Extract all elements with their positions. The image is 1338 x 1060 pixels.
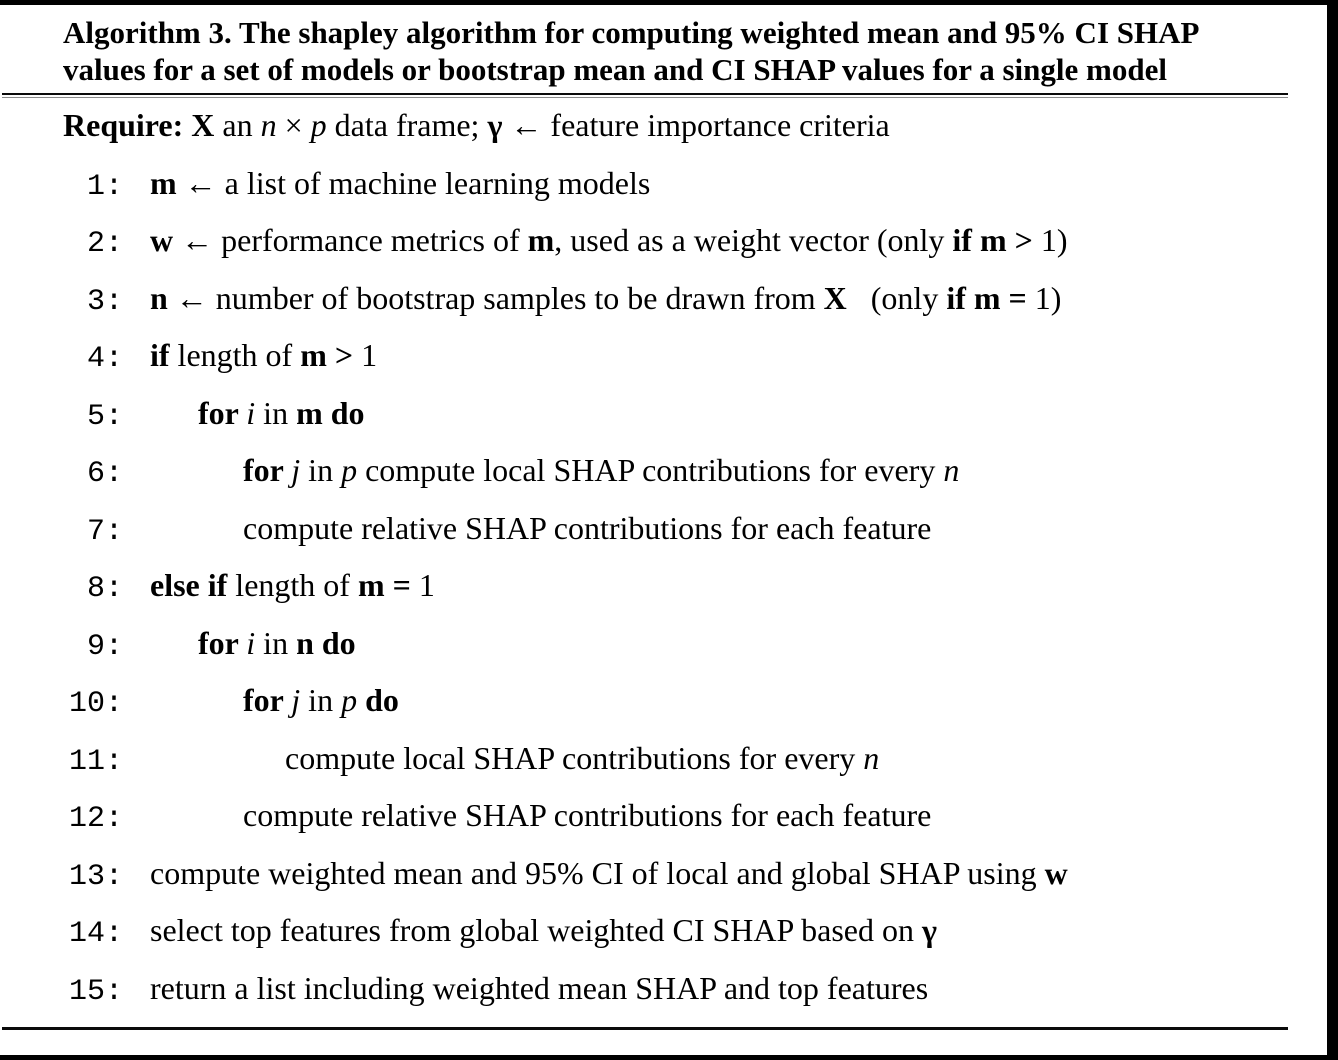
title-divider-rule <box>2 93 1288 95</box>
algo-line-12 <box>40 787 1300 845</box>
line-text: compute relative SHAP contributions for each feature <box>243 797 932 833</box>
algo-require-line <box>40 97 1300 155</box>
algorithm-title <box>63 14 1303 88</box>
scan-edge-right <box>1327 0 1338 1060</box>
line-text: compute local SHAP contributions for every n <box>285 739 880 776</box>
scan-edge-bottom <box>0 1055 1338 1060</box>
line-number: 5: <box>86 399 123 434</box>
line-number: 12: <box>68 802 123 836</box>
line-text: n ← number of bootstrap samples to be drawn from X (only if m = 1) <box>150 279 1062 316</box>
algo-line-9 <box>40 615 1300 673</box>
line-number: 15: <box>68 974 123 1009</box>
algo-line-10 <box>40 672 1300 730</box>
line-number: 3: <box>86 284 123 319</box>
line-text: for i in n do <box>198 624 356 661</box>
line-text: select top features from global weighted CI SHAP based on γ <box>150 912 937 948</box>
line-text: else if length of m = 1 <box>150 567 435 603</box>
algo-line-4 <box>40 327 1300 385</box>
line-text: compute relative SHAP contributions for each feature <box>243 509 932 546</box>
algorithm-body <box>40 97 1300 1017</box>
line-text: compute weighted mean and 95% CI of local and global SHAP using w <box>150 854 1068 891</box>
algo-line-1 <box>40 155 1300 213</box>
line-number: 10: <box>68 687 123 721</box>
line-text: if length of m > 1 <box>150 337 378 373</box>
line-text: for i in m do <box>198 394 365 431</box>
algo-line-8 <box>40 557 1300 615</box>
algo-line-11 <box>40 730 1300 788</box>
algo-line-6 <box>40 442 1300 500</box>
algorithm-title-line-2: values for a set of models or bootstrap mean and CI SHAP values for a single model <box>63 52 1167 87</box>
line-number: 8: <box>86 572 123 606</box>
scan-edge-top <box>0 0 1338 5</box>
line-text: return a list including weighted mean SHAP and top features <box>150 969 929 1006</box>
line-number: 6: <box>86 457 123 491</box>
line-number: 9: <box>86 629 123 664</box>
algo-line-2 <box>40 212 1300 270</box>
algo-line-15 <box>40 960 1300 1018</box>
bottom-divider-rule <box>2 1027 1288 1030</box>
algo-line-7 <box>40 500 1300 558</box>
line-text: for j in p do <box>243 682 399 718</box>
algorithm-title-line-1: Algorithm 3. The shapley algorithm for computing weighted mean and 95% CI SHAP <box>63 15 1200 50</box>
line-text: w ← performance metrics of m, used as a weight vector (only if m > 1) <box>150 222 1068 258</box>
algo-line-13 <box>40 845 1300 903</box>
line-number: 4: <box>86 342 123 376</box>
algo-line-3 <box>40 270 1300 328</box>
line-text: m ← a list of machine learning models <box>150 164 651 201</box>
line-number: 1: <box>86 169 123 204</box>
line-number: 13: <box>68 859 123 894</box>
line-number: 2: <box>86 227 123 261</box>
line-number: 7: <box>86 514 123 549</box>
line-text: Require: X an n × p data frame; γ ← feature importance criteria <box>63 107 890 143</box>
line-number: 14: <box>68 917 123 951</box>
line-text: for j in p compute local SHAP contributions for every n <box>243 452 960 488</box>
algo-line-14 <box>40 902 1300 960</box>
line-number: 11: <box>68 744 123 779</box>
algo-line-5 <box>40 385 1300 443</box>
